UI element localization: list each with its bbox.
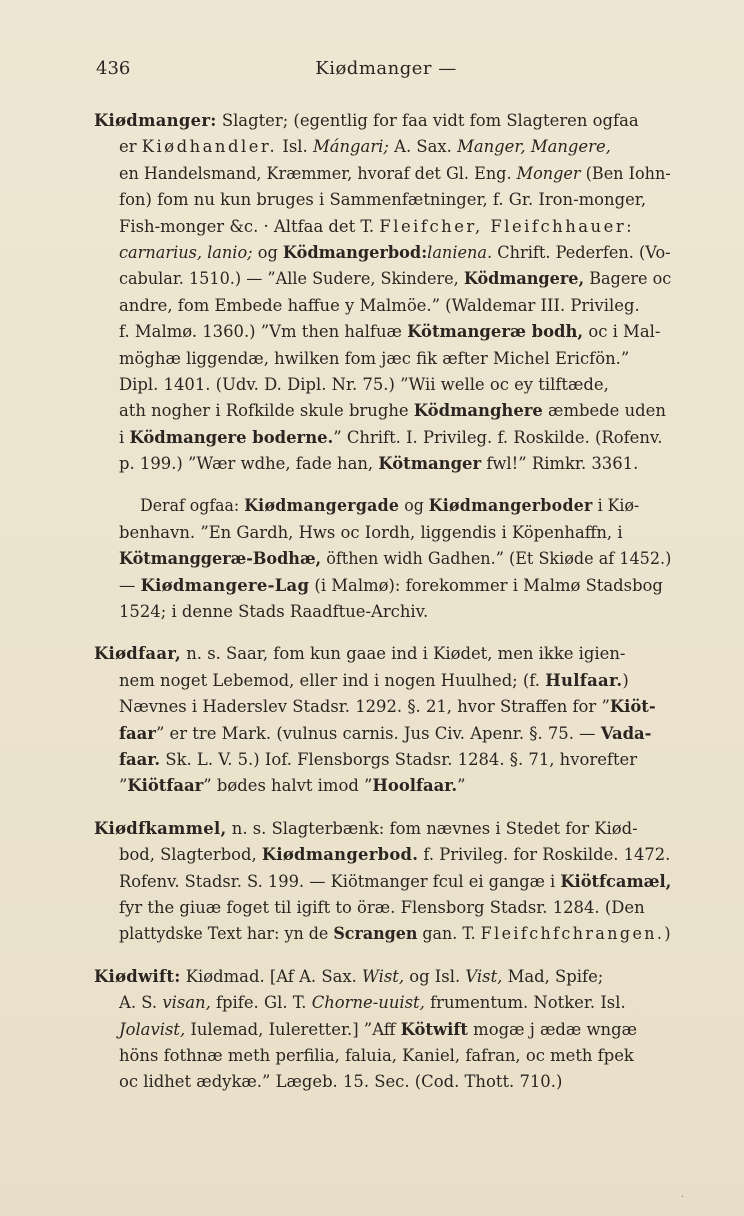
text-run: ” bødes halvt imod ”: [203, 776, 373, 796]
bold-term: Vada-: [600, 723, 652, 743]
italic-term: Mángari;: [312, 137, 389, 157]
bold-term: Kiöt-: [609, 697, 656, 717]
text-run: er: [119, 137, 142, 157]
text-run: Mad, Spife;: [502, 966, 604, 986]
dictionary-entry: [94, 641, 671, 799]
text-line: [119, 1069, 671, 1095]
text-line: [94, 108, 671, 134]
page-ornament: ·: [681, 1192, 685, 1203]
text-line: [119, 1017, 671, 1043]
dictionary-entry: [94, 964, 671, 1096]
text-line: [119, 842, 669, 868]
text-run: möghæ liggendæ, hwilken fom jæc fik æfter Michel Ericfön.”: [119, 348, 630, 368]
text-line: [119, 721, 671, 747]
text-run: Nævnes i Haderslev Stadsr. 1292. §. 21, hvor Straffen for ”: [119, 697, 610, 717]
headword: Kiødmangerbod.: [261, 845, 419, 865]
headword: Kiødmangere-Lag: [140, 575, 310, 595]
headword: Kiødfkammel,: [94, 818, 227, 838]
text-run: benhavn. ”En Gardh, Hws oc Iordh, liggendis i Köpenhaffn, i: [119, 522, 623, 542]
italic-term: Vist,: [465, 966, 503, 986]
running-head-word: Kiødmanger —: [315, 58, 457, 79]
text-run: æmbede uden: [542, 401, 666, 421]
text-run: —: [119, 575, 141, 595]
text-line: [119, 319, 671, 345]
text-run: Bagere oc: [584, 269, 672, 289]
text-run: ): [664, 924, 671, 944]
text-run: i Kiø-: [592, 496, 640, 516]
headword: Kiødfaar,: [94, 644, 182, 664]
italic-term: Manger, Mangere,: [457, 137, 611, 157]
text-run: höns fothnæ meth perfilia, faluia, Kaniel, fafran, oc meth fpek: [119, 1045, 634, 1065]
text-run: cabular. 1510.) — ”Alle Sudere, Skindere,: [119, 269, 464, 289]
text-run: bod, Slagterbod,: [119, 845, 262, 865]
dictionary-text: [94, 108, 672, 1096]
running-head: [96, 58, 676, 86]
text-run: ” Chrift. I. Privileg. f. Roskilde. (Rofenv.: [333, 427, 663, 447]
text-run: n. s. Slagterbænk: fom nævnes i Stedet for Kiød-: [226, 818, 638, 838]
text-line: [94, 641, 671, 667]
text-line: [119, 493, 649, 519]
headword: Kiødmanger:: [94, 111, 217, 130]
italic-term: visan,: [162, 993, 211, 1013]
bold-term: Ködmangere,: [463, 269, 585, 289]
text-run: Rofenv. Stadsr. S. 199. — Kiötmanger fcul ei gangæ i: [119, 871, 561, 891]
text-run: fwl!” Rimkr. 3361.: [481, 454, 639, 474]
text-run: og Isl.: [404, 966, 466, 986]
text-run: andre, fom Embede haffue y Malmöe.” (Waldemar III. Privileg.: [119, 295, 640, 315]
text-run: Iulemad, Iuleretter.] ”Aff: [185, 1019, 401, 1039]
text-line: [119, 599, 671, 625]
page-number: 436: [96, 58, 131, 79]
text-run: fon) fom nu kun bruges i Sammenfætninger, f. Gr. Iron-monger,: [119, 190, 647, 210]
text-run: öfthen widh Gadhen.” (Et Skiøde af 1452.): [321, 549, 672, 569]
bold-term: Kötmanggeræ-Bodhæ,: [119, 549, 322, 569]
text-run: f. Privileg. for Roskilde. 1472.: [418, 845, 671, 865]
dictionary-entry: [94, 108, 672, 477]
headword: Kiødmangergade: [244, 496, 400, 516]
text-line: [119, 425, 671, 451]
text-run: ): [622, 670, 629, 690]
text-run: plattydske Text har: yn de: [119, 924, 334, 944]
bold-term: Kiötfcamæl,: [560, 871, 672, 891]
text-run: ”: [457, 776, 466, 796]
text-run: (i Malmø): forekommer i Malmø Stadsbog: [309, 575, 663, 595]
bold-term: Hoolfaar.: [372, 776, 458, 796]
text-line: [119, 451, 671, 477]
text-run: i: [119, 427, 130, 447]
text-run: mogæ j ædæ wngæ: [467, 1019, 637, 1039]
text-line: [119, 520, 671, 546]
text-run: Slagter; (egentlig for faa vidt fom Slagteren ogfaa: [216, 111, 639, 130]
text-run: en Handelsmand, Kræmmer, hvoraf det Gl. Eng.: [119, 163, 517, 183]
text-line: [119, 398, 671, 424]
text-line: [119, 773, 671, 799]
spaced-term: Fleifchfchrangen.: [480, 924, 665, 944]
italic-term: Wist,: [362, 966, 405, 986]
text-line: [119, 990, 671, 1016]
text-line: [119, 921, 671, 947]
bold-term: Kiötfaar: [127, 776, 204, 796]
italic-term: Monger: [516, 163, 581, 183]
headword: Kiødmangerboder: [428, 496, 593, 516]
text-line: [94, 816, 671, 842]
text-run: oc lidhet ædykæ.” Lægeb. 15. Sec. (Cod. Thott. 710.): [119, 1072, 563, 1092]
text-run: ”: [119, 776, 128, 796]
text-line: [119, 694, 671, 720]
text-line: [119, 573, 671, 599]
text-line: [119, 266, 672, 292]
text-line: [119, 546, 672, 572]
bold-term: Kötmanger: [378, 454, 482, 474]
text-line: [119, 240, 671, 266]
text-run: Isl.: [277, 137, 313, 157]
text-line: [94, 964, 671, 990]
text-run: f. Malmø. 1360.) ”Vm then halfuæ: [119, 322, 408, 342]
text-run: p. 199.) ”Wær wdhe, fade han,: [119, 454, 379, 474]
dictionary-entry: [119, 493, 671, 625]
text-run: og: [252, 242, 283, 262]
bold-term: Scrangen: [333, 924, 418, 944]
text-line: [119, 895, 671, 921]
bold-term: faar: [119, 723, 156, 743]
text-run: fyr the giuæ foget til igift to öræ. Flensborg Stadsr. 1284. (Den: [119, 897, 645, 917]
italic-term: Jolavist,: [119, 1019, 186, 1039]
text-run: Fish-monger &c. · Altfaa det T.: [119, 216, 380, 236]
text-line: [119, 214, 671, 240]
spaced-term: Fleifcher, Fleifchhauer:: [379, 216, 635, 236]
text-run: (Ben Iohn-: [580, 163, 671, 183]
text-run: ” er tre Mark. (vulnus carnis. Jus Civ. Apenr. §. 75. —: [155, 723, 601, 743]
dictionary-entry: [94, 816, 672, 948]
text-line: [119, 869, 672, 895]
text-run: Sk. L. V. 5.) Iof. Flensborgs Stadsr. 1284. §. 71, hvorefter: [160, 749, 638, 769]
italic-term: Chorne-uuist,: [311, 993, 425, 1013]
text-line: [119, 187, 671, 213]
headword: Hulfaar.: [545, 670, 623, 690]
spaced-term: Kiødhandler.: [141, 137, 278, 157]
bold-term: Ködmangere boderne.: [129, 427, 334, 447]
text-run: A. Sax.: [388, 137, 458, 157]
text-run: ath nogher i Rofkilde skule brughe: [119, 401, 414, 421]
text-run: Chrift. Pederfen. (Vo-: [492, 242, 671, 262]
text-line: [119, 346, 671, 372]
text-run: Kiødmad. [Af A. Sax.: [180, 966, 363, 986]
text-run: fpife. Gl. T.: [210, 993, 312, 1013]
text-line: [119, 134, 671, 160]
bold-term: Ködmangerbod:: [282, 242, 428, 262]
text-line: [119, 161, 671, 187]
text-line: [119, 372, 671, 398]
bold-term: Kötmangeræ bodh,: [407, 322, 584, 342]
text-run: Dipl. 1401. (Udv. D. Dipl. Nr. 75.) ”Wii welle oc ey tilftæde,: [119, 374, 609, 394]
text-run: A. S.: [119, 993, 163, 1013]
text-run: Deraf ogfaa:: [140, 496, 245, 516]
text-run: frumentum. Notker. Isl.: [424, 993, 626, 1013]
text-line: [119, 747, 671, 773]
bold-term: Ködmanghere: [413, 401, 543, 421]
headword: Kiødwift:: [94, 966, 181, 986]
text-line: [119, 1043, 671, 1069]
text-line: [119, 668, 671, 694]
text-run: og: [399, 496, 429, 516]
text-run: nem noget Lebemod, eller ind i nogen Huulhed; (f.: [119, 670, 546, 690]
bold-term: Kötwift: [400, 1019, 468, 1039]
text-line: [119, 293, 671, 319]
bold-term: faar.: [119, 749, 161, 769]
text-run: gan. T.: [417, 924, 481, 944]
italic-term: laniena.: [427, 242, 493, 262]
text-run: n. s. Saar, fom kun gaae ind i Kiødet, men ikke igien-: [181, 644, 626, 664]
text-run: 1524; i denne Stads Raadftue-Archiv.: [119, 602, 429, 622]
text-run: oc i Mal-: [583, 322, 661, 342]
italic-term: carnarius, lanio;: [119, 242, 253, 262]
